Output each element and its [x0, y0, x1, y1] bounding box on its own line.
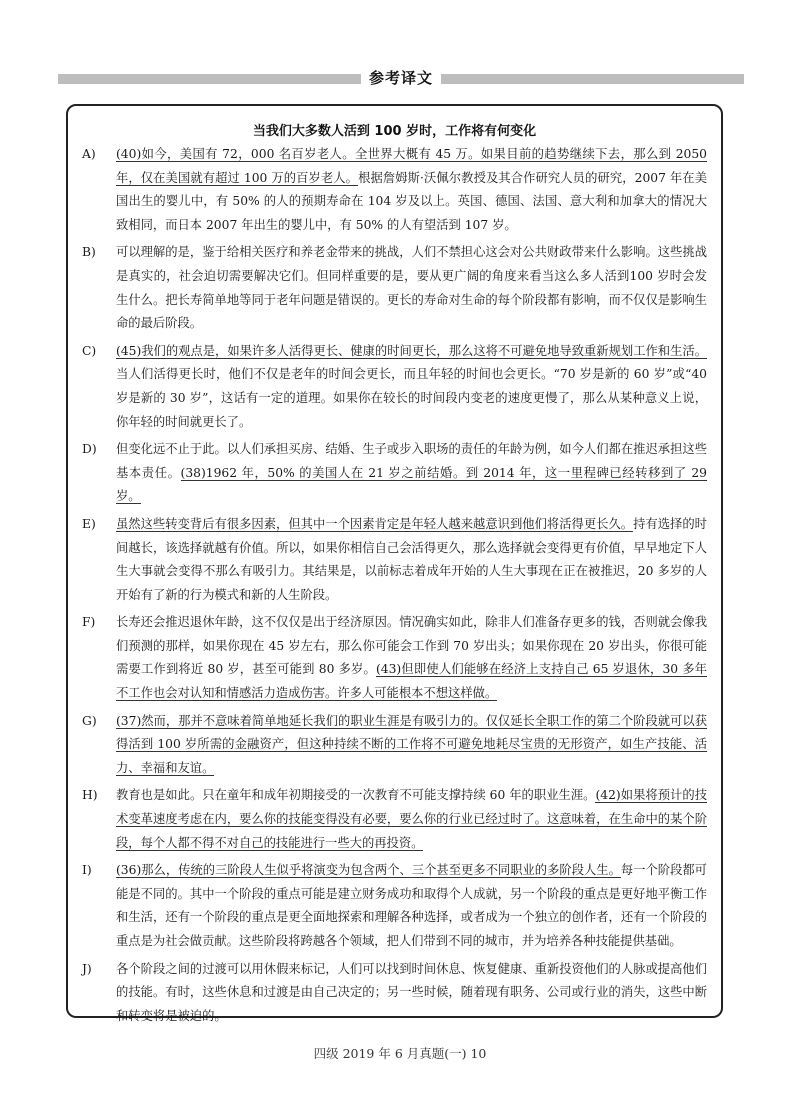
- underlined-answer-text: (36)那么，传统的三阶段人生似乎将演变为包含两个、三个甚至更多不同职业的多阶段人生。: [116, 863, 621, 878]
- paragraph-label: F): [82, 615, 96, 630]
- paragraph-text: 但变化远不止于此。以人们承担买房、结婚、生子或步入职场的责任的年龄为例，如今人们都在推迟承担这些基本责任。: [116, 442, 707, 480]
- paragraph: [82, 784, 707, 855]
- paragraph-text: 持有选择的时间越长，该选择就越有价值。所以，如果你相信自己会活得更久，那么选择就会变得更有价值，早早地定下人生大事就会变得不那么有吸引力。其结果是，以前标志着成年开始的人生大事现在正在被推迟，20 多岁的人开始有了新的行为模式和新的人生阶段。: [116, 516, 707, 602]
- paragraph: [82, 611, 707, 705]
- underlined-answer-text: (38)1962 年，50% 的美国人在 21 岁之前结婚。到 2014 年，这一里程碑已经转移到了 29 岁。: [116, 465, 707, 504]
- paragraph-label: J): [82, 961, 92, 976]
- paragraph: [82, 340, 707, 434]
- translation-box: [66, 104, 723, 1023]
- paragraph-text: 长寿还会推迟退休年龄，这不仅仅是出于经济原因。情况确实如此，除非人们准备存更多的钱，否则就会像我们预测的那样，如果你现在 45 岁左右，那么你可能会工作到 70 岁出头；如果你现在 20 岁出头，你很可能需要工作到将近 80 岁，甚至可能到 80 多岁。: [116, 615, 707, 677]
- page-footer: 四级 2019 年 6 月真题(一) 10: [313, 1046, 487, 1061]
- paragraph-list: [82, 143, 707, 1028]
- underlined-answer-text: (42)如果将预计的技术变革速度考虑在内，要么你的技能变得没有必要，要么你的行业已经过时了。这意味着，在生命中的某个阶段，每个人都不得不对自己的技能进行一些大的再投资。: [116, 788, 707, 850]
- underlined-answer-text: (40)如今，美国有 72，000 名百岁老人。全世界大概有 45 万。如果目前的趋势继续下去，那么到 2050 年，仅在美国就有超过 100 万的百岁老人。: [116, 147, 707, 185]
- underlined-answer-text: (43)但即使人们能够在经济上支持自己 65 岁退休，30 多年不工作也会对认知和情感活力造成伤害。许多人可能根本不想这样做。: [116, 662, 707, 701]
- paragraph-text: 当人们活得更长时，他们不仅是老年的时间会更长，而且年轻的时间也会更长。“70 岁是新的 60 岁”或“40 岁是新的 30 岁”，这话有一定的道理。如果你在较长的时间段内变老的速度更慢了，那么从某种意义上说，你年轻的时间就更长了。: [116, 367, 707, 429]
- paragraph: [82, 143, 707, 237]
- paragraph: [82, 513, 707, 607]
- article-title: 当我们大多数人活到 100 岁时，工作将有何变化: [252, 124, 537, 139]
- section-header: [58, 70, 744, 88]
- section-title: 参考译文: [361, 67, 441, 88]
- paragraph-text: 各个阶段之间的过渡可以用休假来标记，人们可以找到时间休息、恢复健康、重新投资他们的人脉或提高他们的技能。有时，这些休息和过渡是由自己决定的；另一些时候，随着现有职务、公司或行业的消失，这些中断和转变将是被迫的。: [116, 961, 707, 1023]
- underlined-answer-text: (37)然而，那并不意味着简单地延长我们的职业生涯是有吸引力的。仅仅延长全职工作的第二个阶段就可以获得活到 100 岁所需的金融资产，但这种持续不断的工作将不可避免地耗尽宝贵的无形资产，如生产技能、活力、幸福和友谊。: [116, 713, 707, 775]
- paragraph-text: 教育也是如此。只在童年和成年初期接受的一次教育不可能支撑持续 60 年的职业生涯。: [116, 788, 596, 803]
- paragraph-label: I): [82, 863, 92, 878]
- paragraph: [82, 859, 707, 953]
- paragraph-label: E): [82, 516, 96, 531]
- paragraph-label: D): [82, 442, 97, 457]
- paragraph-label: H): [82, 788, 98, 803]
- paragraph-label: B): [82, 245, 96, 260]
- paragraph-label: G): [82, 713, 97, 728]
- paragraph: [82, 958, 707, 1029]
- underlined-answer-text: (45)我们的观点是，如果许多人活得更长、健康的时间更长，那么这将不可避免地导致重新规划工作和生活。: [116, 343, 707, 358]
- underlined-answer-text: 虽然这些转变背后有很多因素，但其中一个因素肯定是年轻人越来越意识到他们将活得更长久。: [116, 516, 634, 531]
- paragraph-label: C): [82, 343, 97, 358]
- paragraph-text: 可以理解的是，鉴于给相关医疗和养老金带来的挑战，人们不禁担心这会对公共财政带来什么影响。这些挑战是真实的，社会迫切需要解决它们。但同样重要的是，要从更广阔的角度来看当这么多人活到100 岁时会发生什么。把长寿简单地等同于老年问题是错误的。更长的寿命对生命的每个阶段都有影响，而不仅仅是影响生命的最后阶段。: [116, 245, 707, 331]
- paragraph-text: 根据詹姆斯·沃佩尔教授及其合作研究人员的研究，2007 年在美国出生的婴儿中，有 50% 的人的预期寿命在 104 岁及以上。英国、德国、法国、意大利和加拿大的情况大致相同，而日本 2007 年出生的婴儿中，有 50% 的人有望活到 107 岁。: [116, 170, 707, 232]
- paragraph-label: A): [82, 147, 96, 161]
- paragraph: [82, 710, 707, 781]
- paragraph-text: 每一个阶段都可能是不同的。其中一个阶段的重点可能是建立财务成功和取得个人成就，另一个阶段的重点是更好地平衡工作和生活，还有一个阶段的重点是更全面地探索和理解各种选择，或者成为一个独立的创作者，还有一个阶段的重点是为社会做贡献。这些阶段将跨越各个领域，把人们带到不同的城市，并为培养各种技能提供基础。: [116, 863, 707, 948]
- paragraph: [82, 438, 707, 509]
- paragraph: [82, 241, 707, 335]
